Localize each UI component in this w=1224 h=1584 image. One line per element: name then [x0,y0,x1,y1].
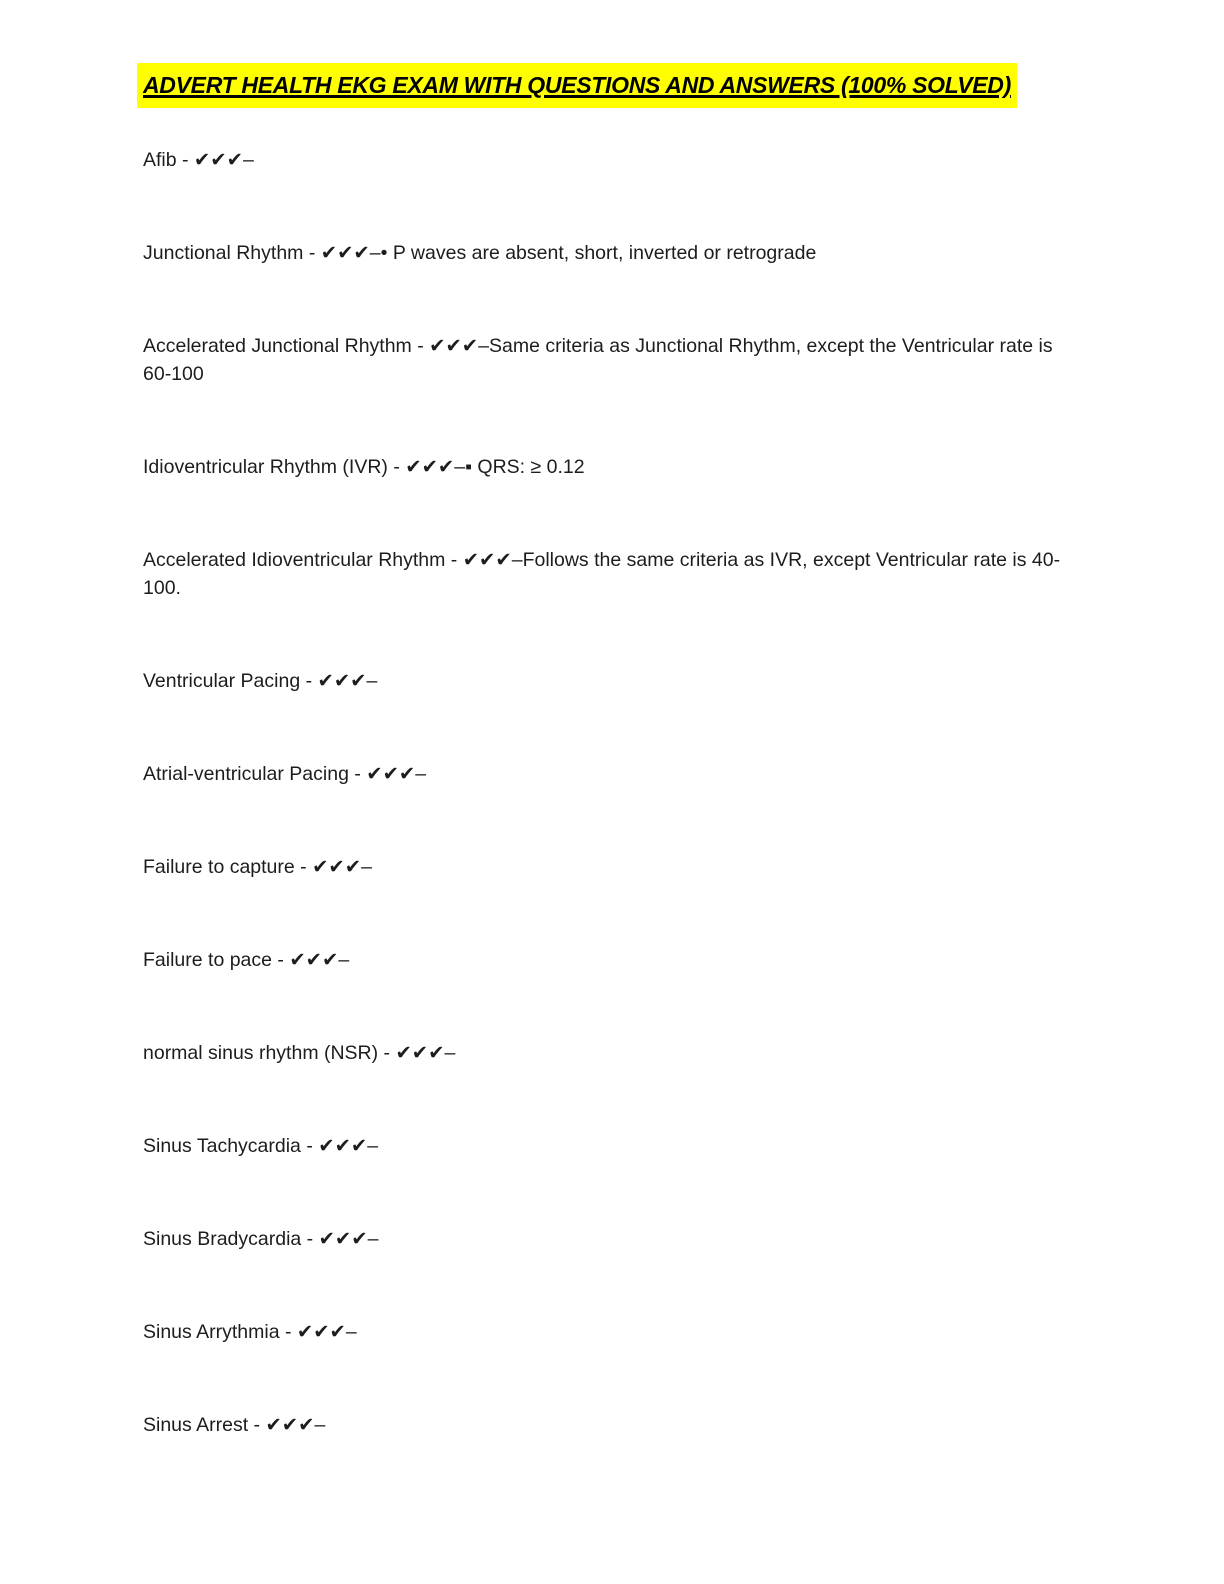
term-idioventricular-rhythm: Idioventricular Rhythm (IVR) - ✔✔✔–▪ QRS: ≥ 0.12 [143,456,585,478]
term-failure-to-capture: Failure to capture - ✔✔✔– [143,856,372,878]
term-accelerated-junctional-rhythm: Accelerated Junctional Rhythm - ✔✔✔–Same criteria as Junctional Rhythm, except the Ventricular rate is 60-100 [143,335,1053,385]
term-failure-to-pace: Failure to pace - ✔✔✔– [143,949,350,971]
term-sinus-arrest: Sinus Arrest - ✔✔✔– [143,1414,326,1436]
term-sinus-arrythmia: Sinus Arrythmia - ✔✔✔– [143,1321,357,1343]
term-atrial-ventricular-pacing: Atrial-ventricular Pacing - ✔✔✔– [143,763,427,785]
term-junctional-rhythm: Junctional Rhythm - ✔✔✔–• P waves are absent, short, inverted or retrograde [143,242,817,264]
term-accelerated-idioventricular-rhythm: Accelerated Idioventricular Rhythm - ✔✔✔–Follows the same criteria as IVR, except Ventricular rate is 40-100. [143,549,1061,599]
term-sinus-tachycardia: Sinus Tachycardia - ✔✔✔– [143,1135,379,1157]
term-afib: Afib - ✔✔✔– [143,149,254,171]
title-highlight: ADVERT HEALTH EKG EXAM WITH QUESTIONS AND ANSWERS (100% SOLVED) [137,63,1017,108]
term-normal-sinus-rhythm: normal sinus rhythm (NSR) - ✔✔✔– [143,1042,456,1064]
term-ventricular-pacing: Ventricular Pacing - ✔✔✔– [143,670,378,692]
term-sinus-bradycardia: Sinus Bradycardia - ✔✔✔– [143,1228,379,1250]
page-title [143,63,1083,108]
